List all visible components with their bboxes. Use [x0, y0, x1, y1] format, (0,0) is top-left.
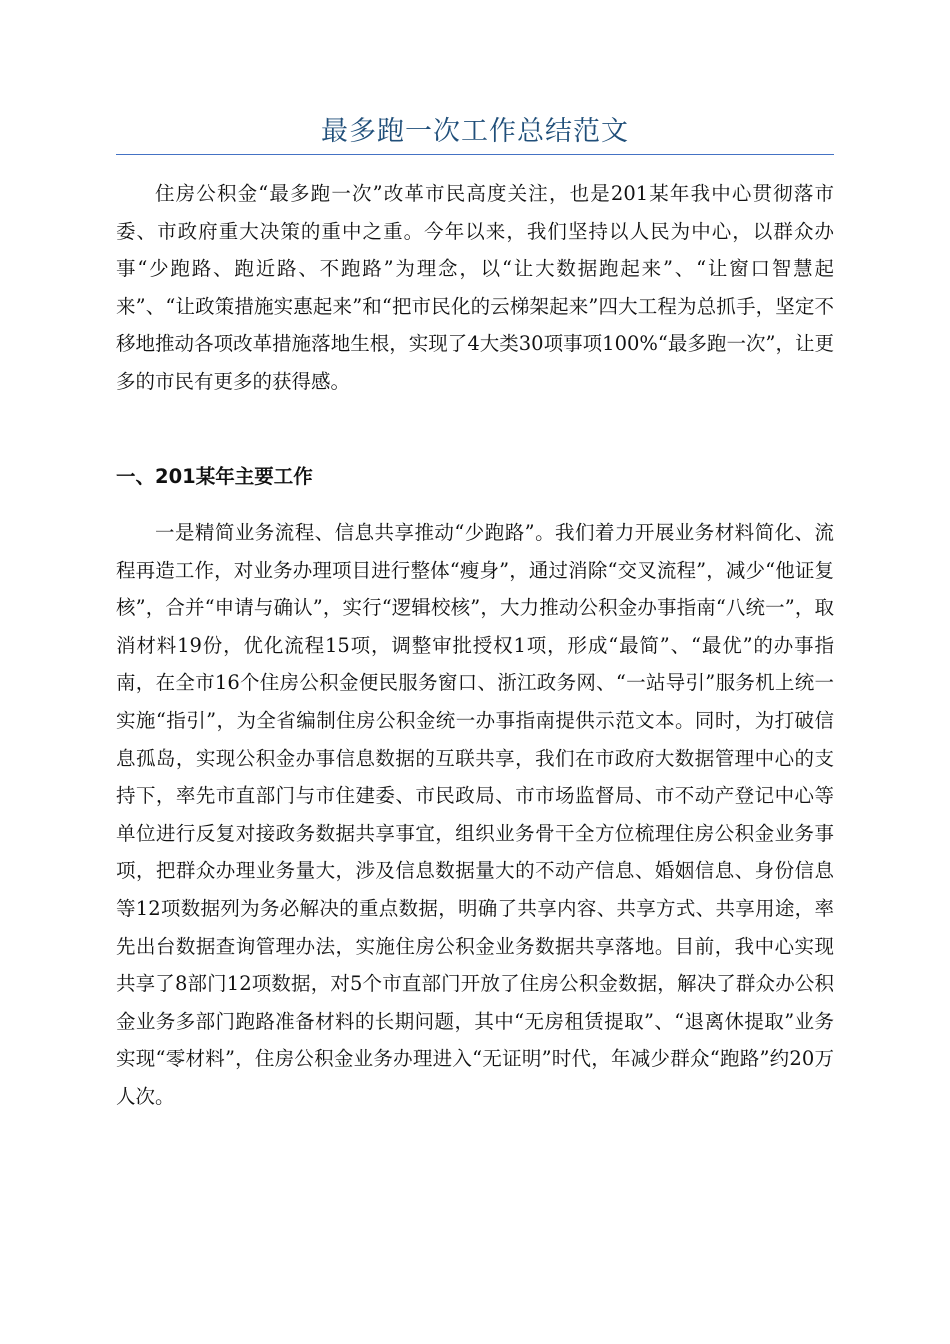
title-underline — [116, 154, 834, 155]
section-paragraph: 一是精简业务流程、信息共享推动“少跑路”。我们着力开展业务材料简化、流程再造工作，对业务办理项目进行整体“瘦身”，通过消除“交叉流程”，减少“他证复核”，合并“申请与确认”，实行“逻辑校核”，大力推动公积金办事指南“八统一”，取消材料19份，优化流程15项，调整审批授权1项，形成“最简”、“最优”的办事指南，在全市16个住房公积金便民服务窗口、浙江政务网、“一站导引”服务机上统一实施“指引”，为全省编制住房公积金统一办事指南提供示范文本。同时，为打破信息孤岛，实现公积金办事信息数据的互联共享，我们在市政府大数据管理中心的支持下，率先市直部门与市住建委、市民政局、市市场监督局、市不动产登记中心等单位进行反复对接政务数据共享事宜，组织业务骨干全方位梳理住房公积金业务事项，把群众办理业务量大，涉及信息数据量大的不动产信息、婚姻信息、身份信息等12项数据列为务必解决的重点数据，明确了共享内容、共享方式、共享用途，率先出台数据查询管理办法，实施住房公积金业务数据共享落地。目前，我中心实现共享了8部门12项数据，对5个市直部门开放了住房公积金数据，解决了群众办公积金业务多部门跑路准备材料的长期问题，其中“无房租赁提取”、“退离休提取”业务实现“零材料”，住房公积金业务办理进入“无证明”时代，年减少群众“跑路”约20万人次。 — [116, 521, 834, 1108]
intro-paragraph: 住房公积金“最多跑一次”改革市民高度关注，也是201某年我中心贯彻落市委、市政府重大决策的重中之重。今年以来，我们坚持以人民为中心，以群众办事“少跑路、跑近路、不跑路”为理念，以“让大数据跑起来”、“让窗口智慧起来”、“让政策措施实惠起来”和“把市民化的云梯架起来”四大工程为总抓手，坚定不移地推动各项改革措施落地生根，实现了4大类30项事项100%“最多跑一次”，让更多的市民有更多的获得感。 — [116, 182, 834, 393]
section-heading: 一、201某年主要工作 — [116, 465, 313, 488]
document-title: 最多跑一次工作总结范文 — [321, 116, 629, 147]
